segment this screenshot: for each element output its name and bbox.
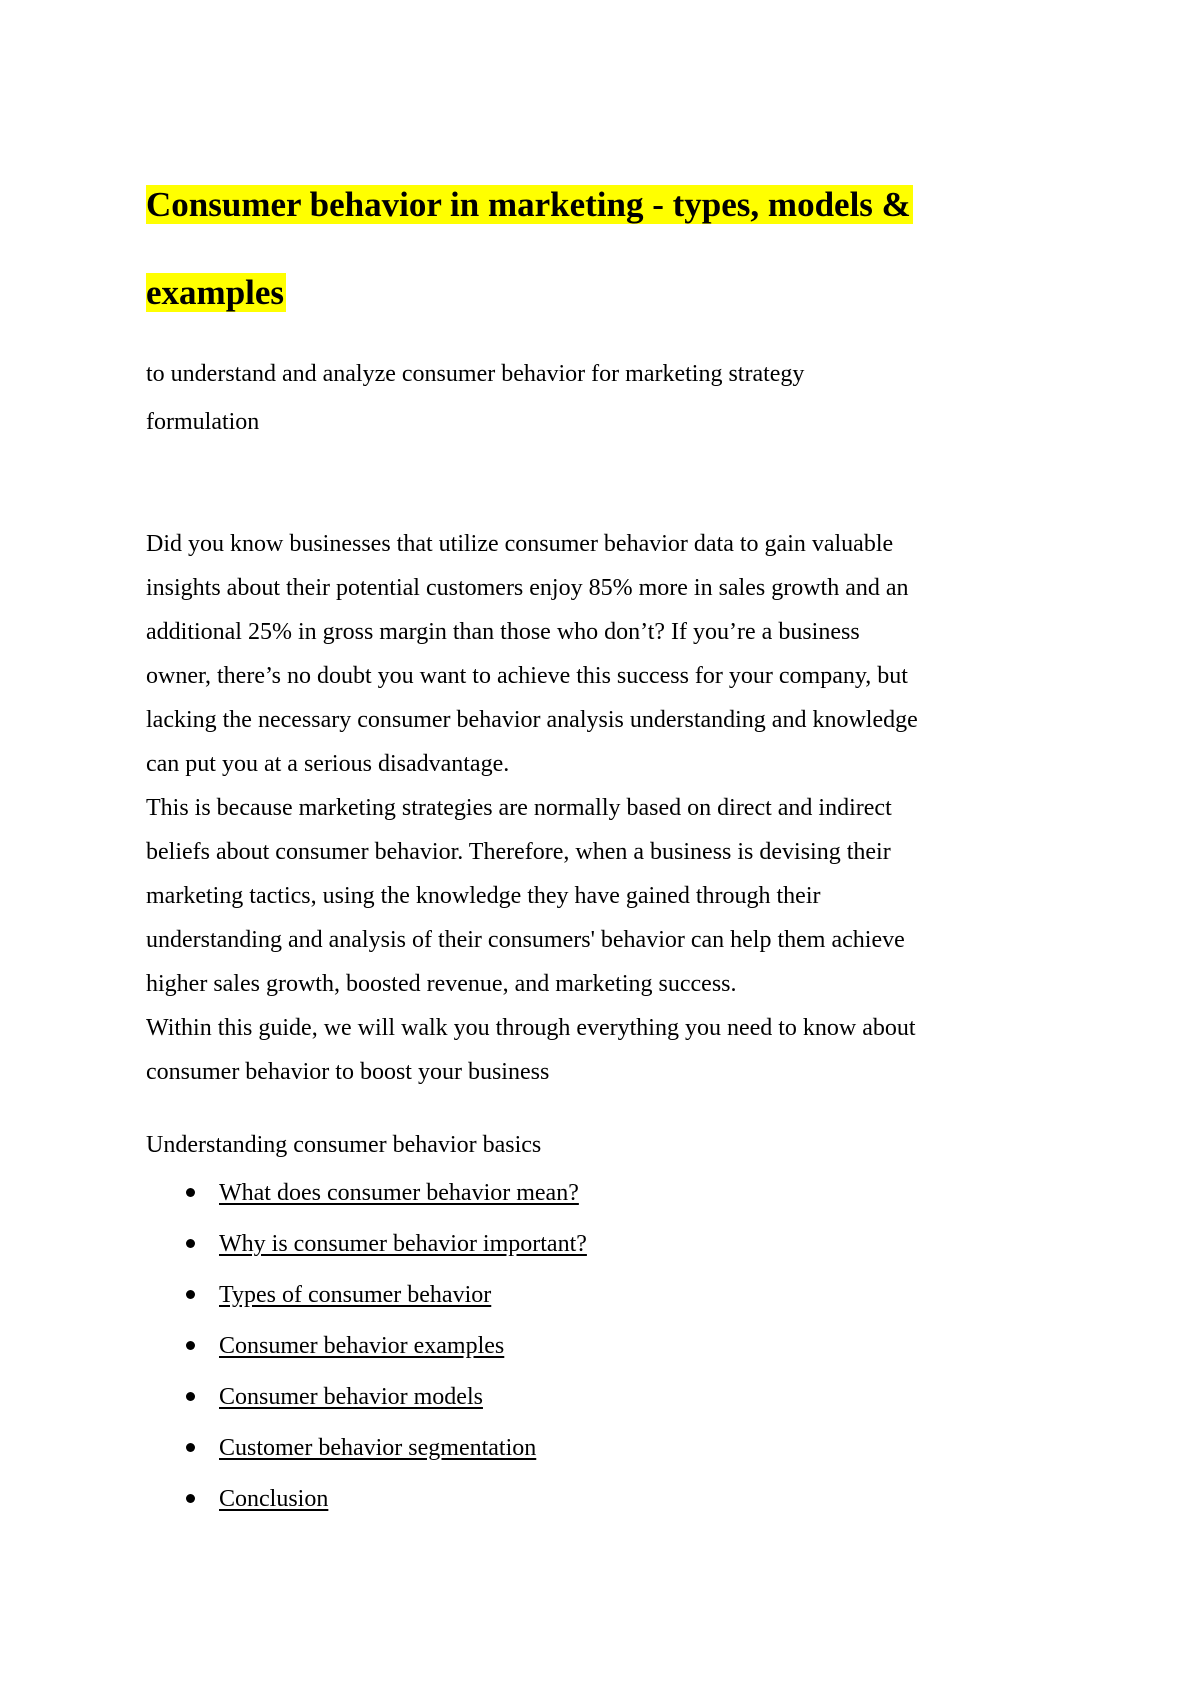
document-subtitle <box>146 350 1046 446</box>
toc-link-segmentation[interactable]: Customer behavior segmentation <box>219 1435 537 1461</box>
table-of-contents <box>146 1168 587 1525</box>
toc-link-types[interactable]: Types of consumer behavior <box>219 1282 492 1308</box>
document-title <box>146 185 1046 313</box>
body-line: owner, there’s no doubt you want to achieve this success for your company, but <box>146 663 908 689</box>
intro-paragraphs <box>146 522 1076 1094</box>
toc-item <box>146 1474 587 1525</box>
subtitle-line-2: formulation <box>146 409 260 435</box>
body-line: consumer behavior to boost your business <box>146 1059 550 1085</box>
subtitle-line-1: to understand and analyze consumer behavior for marketing strategy <box>146 361 805 387</box>
title-line <box>146 185 1046 225</box>
body-line: This is because marketing strategies are normally based on direct and indirect <box>146 795 892 821</box>
body-line: lacking the necessary consumer behavior analysis understanding and knowledge <box>146 707 918 733</box>
toc-link-conclusion[interactable]: Conclusion <box>219 1486 329 1512</box>
body-line: understanding and analysis of their consumers' behavior can help them achieve <box>146 927 905 953</box>
title-line-1: Consumer behavior in marketing - types, models & <box>146 185 911 224</box>
title-line-2: examples <box>146 273 285 312</box>
bullet-icon <box>186 1290 195 1299</box>
toc-link-meaning[interactable]: What does consumer behavior mean? <box>219 1180 579 1206</box>
toc-item <box>146 1372 587 1423</box>
bullet-icon <box>186 1188 195 1197</box>
bullet-icon <box>186 1392 195 1401</box>
toc-item <box>146 1219 587 1270</box>
toc-item <box>146 1423 587 1474</box>
body-line: Did you know businesses that utilize consumer behavior data to gain valuable <box>146 531 894 557</box>
section-heading: Understanding consumer behavior basics <box>146 1132 542 1158</box>
bullet-icon <box>186 1494 195 1503</box>
toc-link-models[interactable]: Consumer behavior models <box>219 1384 483 1410</box>
toc-item <box>146 1270 587 1321</box>
toc-link-importance[interactable]: Why is consumer behavior important? <box>219 1231 587 1257</box>
body-line: higher sales growth, boosted revenue, and marketing success. <box>146 971 737 997</box>
title-line <box>146 273 1046 313</box>
body-line: can put you at a serious disadvantage. <box>146 751 510 777</box>
toc-link-examples[interactable]: Consumer behavior examples <box>219 1333 505 1359</box>
body-line: Within this guide, we will walk you through everything you need to know about <box>146 1015 916 1041</box>
body-line: insights about their potential customers enjoy 85% more in sales growth and an <box>146 575 909 601</box>
body-line: additional 25% in gross margin than those who don’t? If you’re a business <box>146 619 860 645</box>
body-line: beliefs about consumer behavior. Therefore, when a business is devising their <box>146 839 891 865</box>
body-line: marketing tactics, using the knowledge they have gained through their <box>146 883 821 909</box>
toc-item <box>146 1168 587 1219</box>
bullet-icon <box>186 1443 195 1452</box>
toc-item <box>146 1321 587 1372</box>
bullet-icon <box>186 1239 195 1248</box>
bullet-icon <box>186 1341 195 1350</box>
